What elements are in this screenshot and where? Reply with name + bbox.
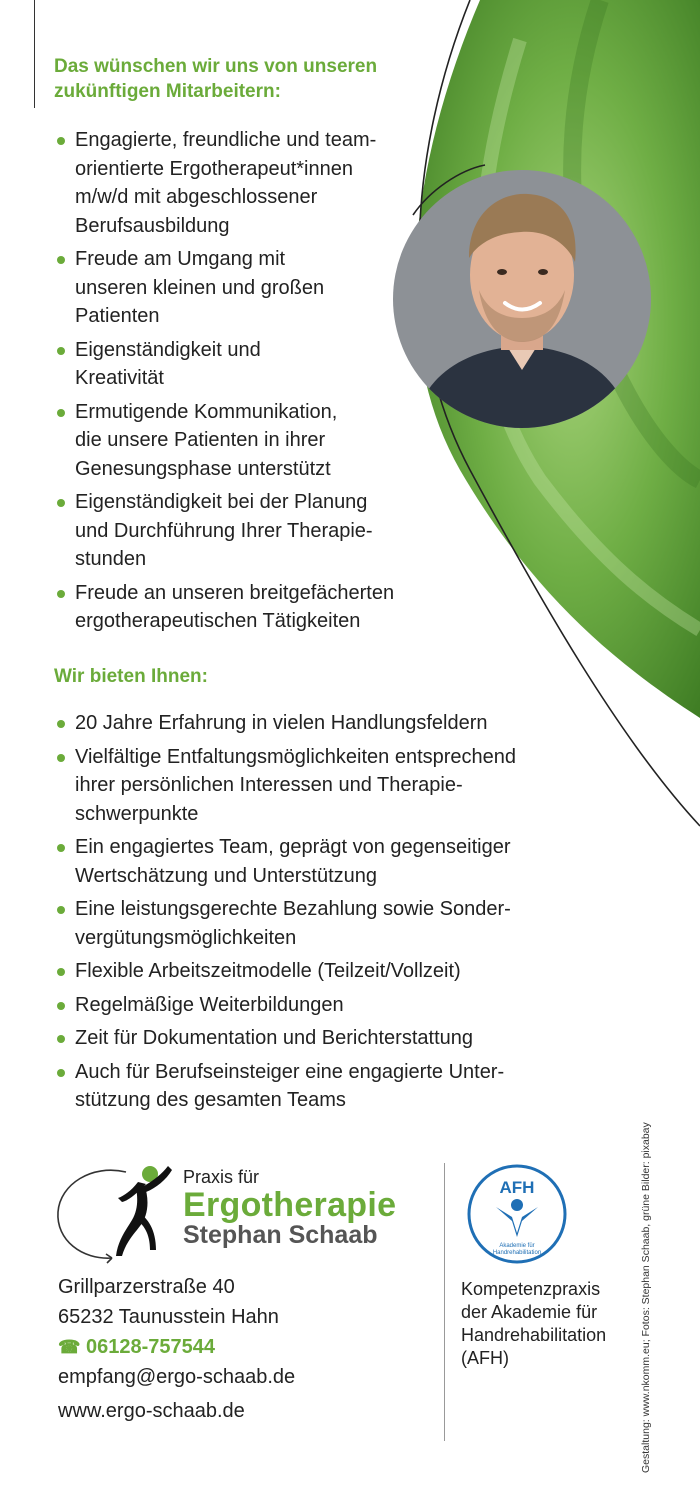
list-item-line: Zeit für Dokumentation und Berichterstattung [75, 1027, 473, 1049]
list-item-line: orientierte Ergotherapeut*innen [75, 157, 353, 180]
afh-badge-line: Akademie für [499, 1243, 535, 1249]
list-item [54, 398, 394, 484]
requirements-heading-line: Das wünschen wir uns von unseren [54, 56, 378, 77]
list-item-line: Patienten [75, 305, 160, 327]
design-credit [628, 1013, 652, 1473]
logo-line-ergotherapie: Ergotherapie [183, 1186, 397, 1224]
offer-list [54, 709, 516, 1120]
afh-description-line: der Akademie für [461, 1302, 598, 1322]
list-item [54, 1058, 516, 1115]
address-street: Grillparzerstraße 40 [58, 1276, 235, 1298]
list-item-line: unseren kleinen und großen [75, 276, 325, 299]
phone-number: 06128-757544 [85, 1336, 215, 1358]
list-item-line: und Durchführung Ihrer Therapie- [75, 519, 373, 542]
list-item-line: Eine leistungsgerechte Bezahlung sowie Sonder- [75, 898, 511, 920]
list-item-line: Eigenständigkeit bei der Planung [75, 491, 368, 513]
top-divider-line [34, 0, 35, 108]
afh-description-line: (AFH) [461, 1348, 509, 1368]
list-item [54, 991, 516, 1020]
practice-logo-text [183, 1168, 396, 1248]
list-item-line: die unsere Patienten in ihrer [75, 429, 326, 451]
list-item [54, 579, 394, 636]
list-item-line: stützung des gesamten Teams [75, 1089, 346, 1111]
list-item-line: 20 Jahre Erfahrung in vielen Handlungsfeldern [75, 712, 488, 734]
afh-badge-line: Handrehabilitation [492, 1250, 542, 1256]
list-item-line: Freude am Umgang mit [75, 248, 286, 270]
list-item-line: Genesungsphase unterstützt [75, 457, 331, 480]
list-item-line: Eigenständigkeit und [75, 338, 261, 361]
requirements-heading [54, 54, 377, 104]
portrait-photo [393, 170, 651, 428]
list-item [54, 743, 516, 829]
logo-line-small: Praxis für [183, 1167, 260, 1187]
list-item-line: m/w/d mit abgeschlossener [75, 186, 318, 208]
list-item-line: Regelmäßige Weiterbildungen [75, 993, 344, 1016]
list-item-line: ergotherapeutischen Tätigkeiten [75, 610, 361, 632]
list-item [54, 833, 516, 890]
requirements-heading-line: zukünftigen Mitarbeitern: [54, 81, 281, 102]
list-item-line: Flexible Arbeitszeitmodelle (Teilzeit/Vollzeit) [75, 960, 461, 982]
list-item [54, 488, 394, 574]
list-item [54, 245, 394, 331]
ergotherapy-logo-icon [52, 1160, 180, 1266]
list-item-line: schwerpunkte [75, 802, 199, 825]
list-item [54, 336, 394, 393]
portrait-illustration [393, 170, 651, 428]
address-city: 65232 Taunusstein Hahn [58, 1306, 279, 1328]
offer-heading: Wir bieten Ihnen: [54, 666, 208, 687]
email-link[interactable]: empfang@ergo-schaab.de [58, 1366, 296, 1388]
list-item [54, 895, 516, 952]
list-item-line: Kreativität [75, 367, 164, 389]
phone-line[interactable] [58, 1332, 295, 1362]
telephone-icon: ☎ [58, 1337, 81, 1357]
design-credit-text: Gestaltung: www.nkomm.eu; Fotos: Stephan Schaab, grüne Bilder: pixabay [640, 1122, 652, 1473]
list-item-line: Vielfältige Entfaltungsmöglichkeiten entsprechend [75, 745, 517, 768]
list-item-line: Auch für Berufseinsteiger eine engagierte Unter- [75, 1060, 505, 1083]
list-item-line: Berufsausbildung [75, 214, 230, 237]
list-item-line: vergütungsmöglichkeiten [75, 926, 297, 949]
requirements-list [54, 126, 394, 641]
afh-description [461, 1278, 606, 1370]
contact-block [58, 1272, 295, 1426]
list-item [54, 1024, 516, 1053]
list-item-line: Engagierte, freundliche und team- [75, 129, 377, 151]
afh-badge-icon [466, 1163, 568, 1265]
list-item-line: Ein engagiertes Team, geprägt von gegenseitiger [75, 836, 511, 858]
list-item-line: Ermutigende Kommunikation, [75, 400, 338, 423]
list-item-line: Wertschätzung und Unterstützung [75, 864, 378, 887]
list-item [54, 709, 516, 738]
logo-line-name: Stephan Schaab [183, 1221, 378, 1249]
list-item-line: ihrer persönlichen Interessen und Therapie- [75, 774, 463, 796]
afh-description-line: Kompetenzpraxis [461, 1279, 601, 1299]
list-item-line: stunden [75, 548, 147, 570]
afh-badge-title: AFH [499, 1178, 535, 1197]
list-item-line: Freude an unseren breitgefächerten [75, 581, 395, 604]
footer-divider [444, 1163, 445, 1441]
list-item [54, 957, 516, 986]
website-link[interactable]: www.ergo-schaab.de [58, 1400, 245, 1422]
list-item [54, 126, 394, 240]
afh-description-line: Handrehabilitation [461, 1325, 607, 1345]
